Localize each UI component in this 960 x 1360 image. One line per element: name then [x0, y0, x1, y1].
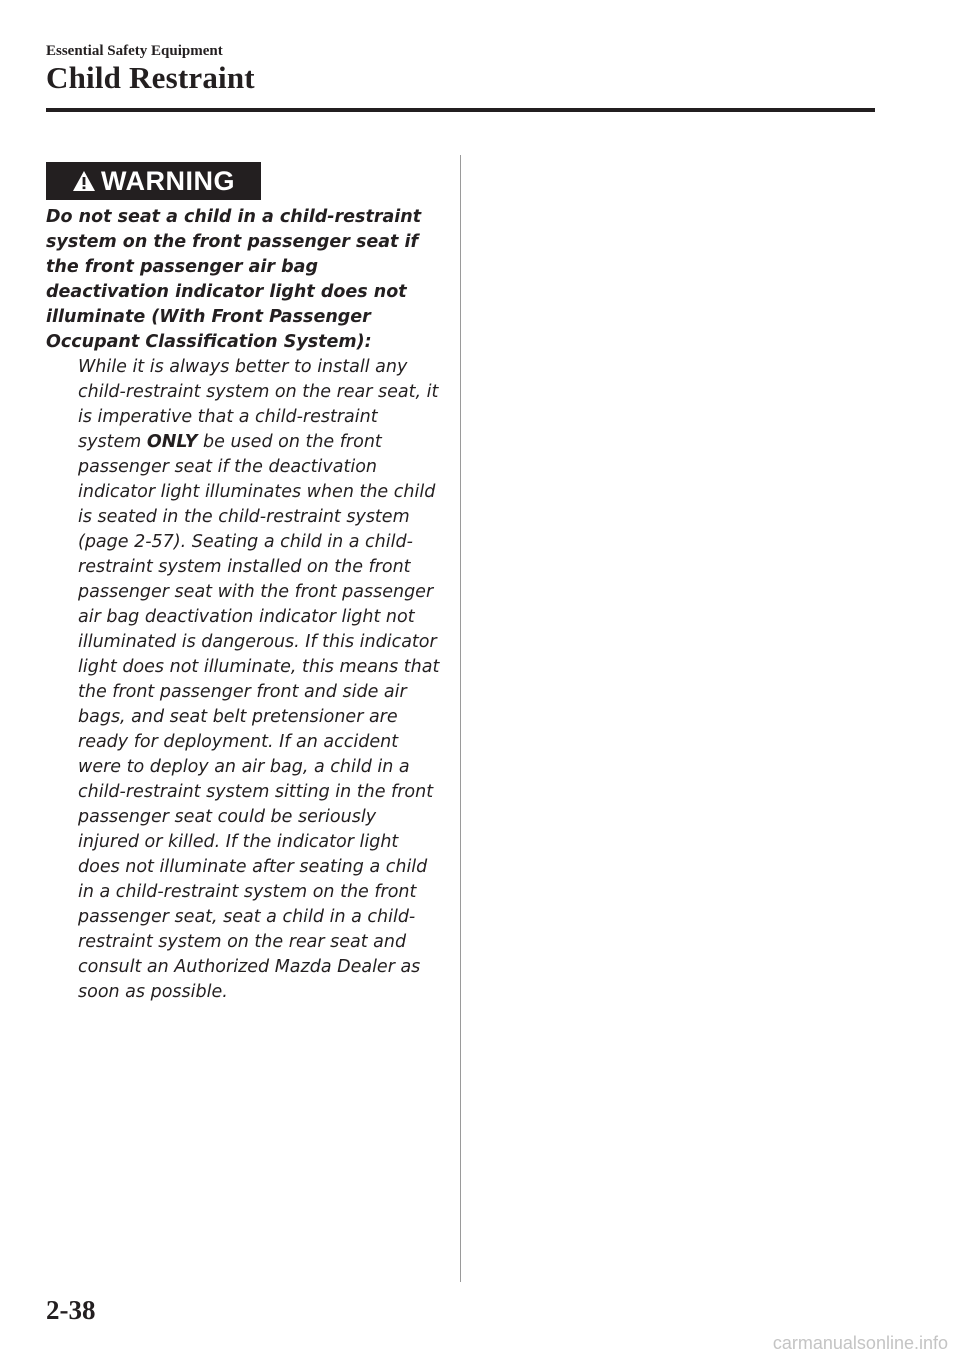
header-rule	[46, 108, 875, 112]
section-title: Essential Safety Equipment	[46, 43, 223, 59]
column-divider	[460, 155, 461, 1282]
page-number: 2-38	[46, 1295, 96, 1325]
chapter-title: Child Restraint	[46, 60, 255, 95]
watermark: carmanualsonline.info	[772, 1333, 948, 1353]
warning-triangle-icon	[72, 170, 96, 192]
warning-heading: Do not seat a child in a child-restraint system on the front passenger seat if the front passenger air bag deactivation indicator light does not illuminate (With Front Passenger Occupant Classification System):	[46, 207, 422, 352]
warning-body-emphasis: ONLY	[146, 432, 198, 452]
warning-banner	[46, 162, 261, 200]
warning-body-text-continued: be used on the front passenger seat if the deactivation indicator light illuminates when the child is seated in the child-restraint system (page 2-57). Seating a child in a child-restraint system installed on the front passenger seat with the front passenger air bag deactivation indicator light not illuminated is dangerous. If this indicator light does not illuminate, this means that the front passenger front and side air bags, and seat belt pretensioner are ready for deployment. If an accident were to deploy an air bag, a child in a child-restraint system sitting in the front passenger seat could be seriously injured or killed. If the indicator light does not illuminate after seating a child in a child-restraint system on the front passenger seat, seat a child in a child-restraint system on the rear seat and consult an Authorized Mazda Dealer as soon as possible.	[78, 432, 440, 1002]
warning-body-text: While it is always better to install any child-restraint system on the rear seat, it is imperative that a child-restraint system	[78, 357, 439, 452]
warning-body	[78, 355, 440, 1005]
warning-label: WARNING	[101, 165, 235, 196]
